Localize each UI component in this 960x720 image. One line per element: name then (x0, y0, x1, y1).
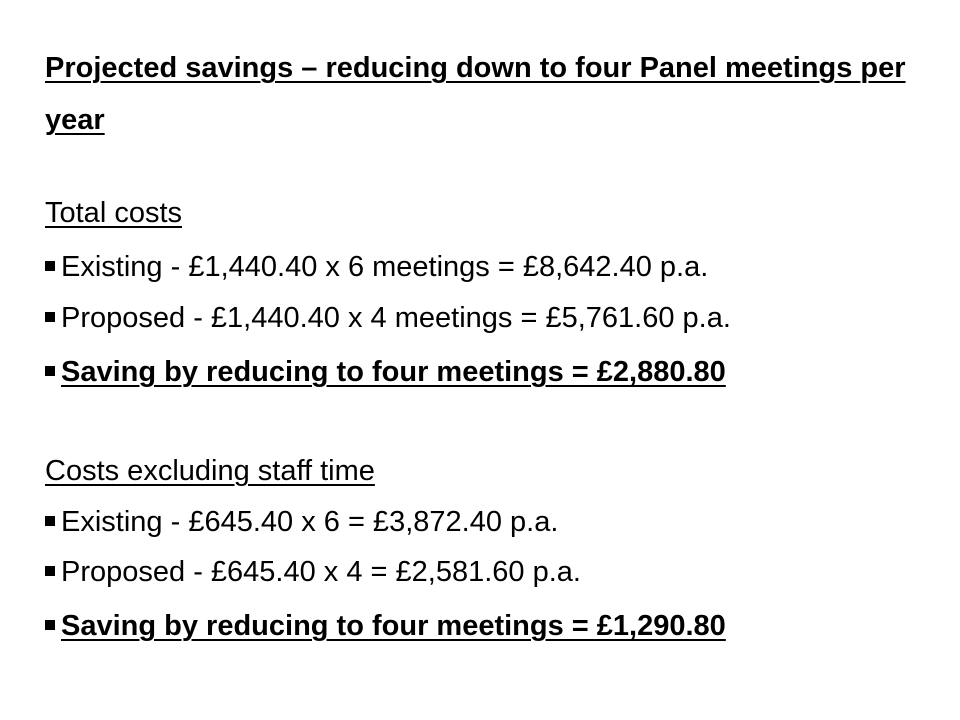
total-costs-existing (45, 250, 708, 284)
bullet-text: Existing - £645.40 x 6 = £3,872.40 p.a. (61, 506, 559, 538)
excluding-staff-proposed (45, 555, 581, 589)
square-bullet-icon (45, 366, 55, 376)
bullet-text: Existing - £1,440.40 x 6 meetings = £8,642.40 p.a. (61, 251, 709, 283)
square-bullet-icon (45, 312, 55, 322)
total-costs-proposed (45, 301, 731, 335)
bullet-text: Saving by reducing to four meetings = £2,880.80 (61, 356, 726, 388)
excluding-staff-saving (45, 609, 726, 643)
square-bullet-icon (45, 516, 55, 526)
page-title: Projected savings – reducing down to four Panel meetings per year (45, 52, 906, 136)
square-bullet-icon (45, 620, 55, 630)
excluding-staff-existing (45, 505, 558, 539)
bullet-text: Saving by reducing to four meetings = £1,290.80 (61, 610, 726, 642)
square-bullet-icon (45, 261, 55, 271)
bullet-text: Proposed - £1,440.40 x 4 meetings = £5,761.60 p.a. (61, 302, 731, 334)
square-bullet-icon (45, 566, 55, 576)
excluding-staff-heading: Costs excluding staff time (45, 455, 375, 487)
bullet-text: Proposed - £645.40 x 4 = £2,581.60 p.a. (61, 556, 581, 588)
total-costs-saving (45, 355, 726, 389)
total-costs-heading: Total costs (45, 197, 182, 229)
